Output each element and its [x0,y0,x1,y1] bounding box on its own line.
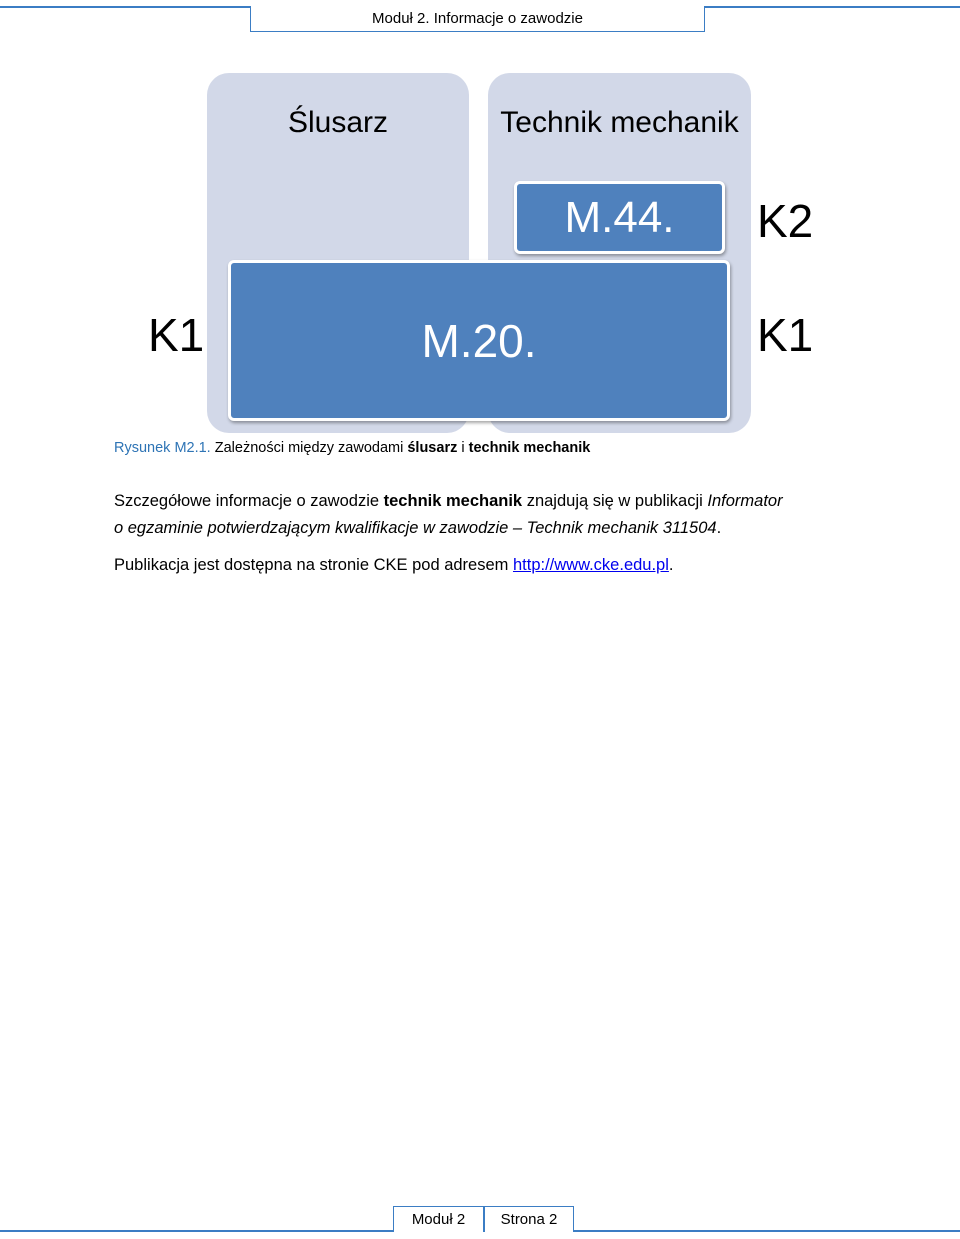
caption-label: Rysunek M2.1. [114,440,211,456]
p1-bold: technik mechanik [383,492,523,510]
label-right-k1: K1 [757,309,814,361]
paragraph-1-line-2 [114,519,721,538]
header-line-right [705,6,960,8]
caption-text-a: Zależności między zawodami [210,440,408,456]
qualification-m20-box [228,260,730,421]
p1-text-a: Szczegółowe informacje o zawodzie [114,492,384,510]
paragraph-1-line-1 [114,492,783,511]
column-technik-mechanik-title: Technik mechanik [500,106,739,139]
header-title: Moduł 2. Informacje o zawodzie [250,6,705,32]
header-line-left [0,6,250,8]
column-slusarz-title: Ślusarz [287,106,389,139]
p2-end: . [668,556,674,574]
paragraph-2 [114,556,674,575]
label-left-k1: K1 [148,309,205,361]
caption-bold-b: technik mechanik [468,440,591,456]
cke-link[interactable]: http://www.cke.edu.pl [512,556,669,574]
qualification-m44-label: M.44. [564,192,675,242]
p1-text-b: znajdują się w publikacji [522,492,708,510]
label-right-k2: K2 [757,195,814,247]
footer-module: Moduł 2 [393,1206,484,1232]
caption-text-b: i [457,440,469,456]
p1-end: . [716,519,722,537]
p1-italic: Informator [707,492,783,510]
caption-bold-a: ślusarz [407,440,458,456]
figure-caption [114,440,590,456]
qualification-m20-label: M.20. [421,314,537,367]
footer-page: Strona 2 [484,1206,574,1232]
footer-line-left [0,1230,393,1232]
p2-text: Publikacja jest dostępna na stronie CKE pod adresem [114,556,513,574]
p1-italic-line2: o egzaminie potwierdzającym kwalifikacje w zawodzie – Technik mechanik 311504 [114,519,717,537]
qualification-m44-box [514,181,725,254]
footer-line-right [574,1230,960,1232]
